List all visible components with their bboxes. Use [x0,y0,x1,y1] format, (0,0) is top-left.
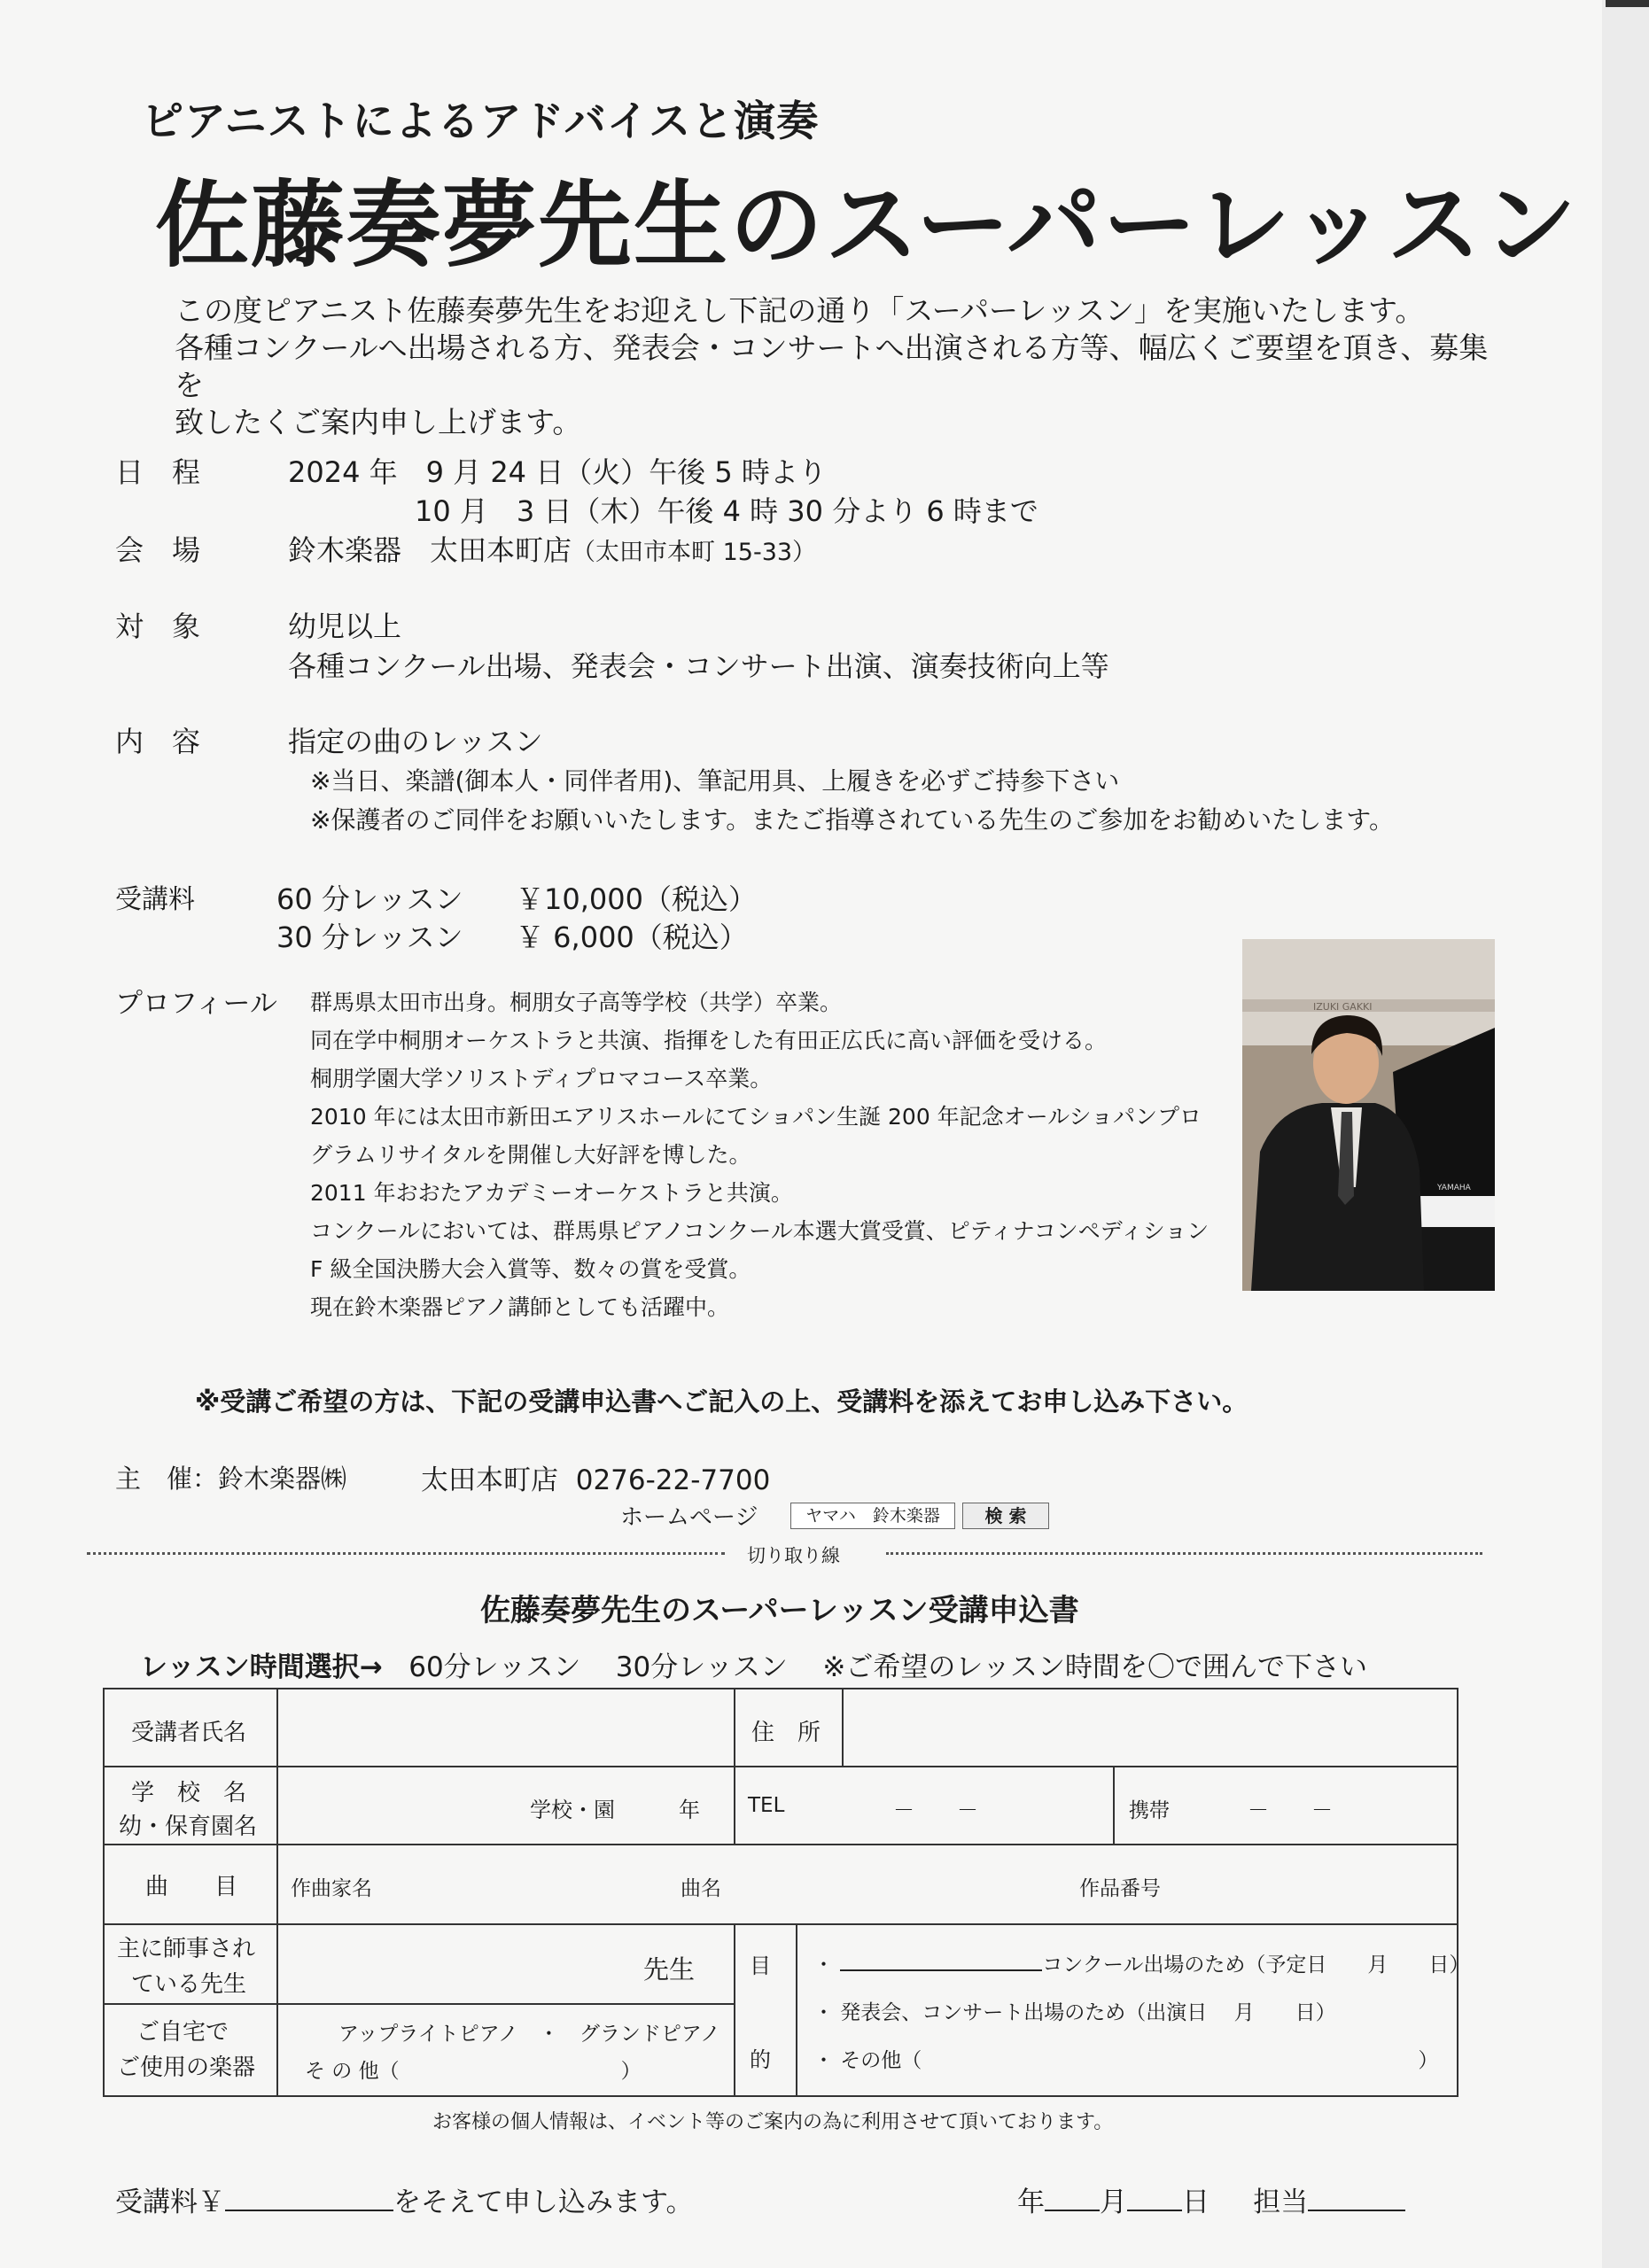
table-rule [1113,1767,1115,1845]
content-line-1: 指定の曲のレッスン [288,725,543,758]
tel-label: TEL [748,1794,785,1817]
instrument-label-1: ご自宅で [136,2019,229,2046]
name-label: 受講者氏名 [131,1720,247,1746]
table-rule [105,1923,1457,1925]
table-rule [734,1923,735,2095]
page-title: 佐藤奏夢先生のスーパーレッスン [155,171,1579,280]
schedule-line-2: 10 月 3 日（木）午後 4 時 30 分より 6 時まで [415,494,1038,528]
venue-address: （太田市本町 15-33） [572,539,817,566]
purpose-other-label: ・ その他（ [813,2049,922,2072]
year-label: 年 [1017,2186,1045,2218]
cut-line-left [87,1552,725,1555]
fee-label: 受講料 [115,884,195,915]
piece-name-field[interactable]: 曲名 [681,1877,721,1900]
table-rule [105,1766,1457,1767]
lesson-select-row [140,1644,1367,1684]
photo-wall-text: IZUKI GAKKI [1313,1001,1373,1013]
application-form-table [103,1688,1470,2097]
purpose-other[interactable] [813,2044,1438,2073]
profile-line: コンクールにおいては、群馬県ピアノコンクール本選大賞受賞、ピティナコンペディション [310,1218,1210,1244]
intro-text [175,292,1504,441]
day-blank[interactable] [1127,2210,1182,2211]
sponsor-label: 主 催：鈴木楽器㈱ [115,1464,347,1494]
intro-line: 各種コンクールへ出場される方、発表会・コンサートへ出演される方等、幅広くご要望を頂き、募集を [175,330,1489,402]
school-field[interactable]: 学校・園 年 [530,1798,700,1822]
instrument-other-label: そ の 他（ [305,2060,400,2083]
day-label: 日 [1182,2186,1210,2218]
purpose-label-2: 的 [750,2047,771,2072]
purpose-label-1: 目 [750,1953,771,1978]
fee-suffix: をそえて申し込みます。 [393,2186,694,2218]
tel-field[interactable]: － － [893,1798,978,1822]
purpose-contest[interactable]: ・ コンクール出場のため（予定日 月 日） [813,1953,1470,1977]
fee-price-30: ￥ 6,000（税込） [516,920,748,954]
opus-field[interactable]: 作品番号 [1079,1877,1161,1900]
subtitle: ピアニストによるアドバイスと演奏 [142,97,820,146]
table-rule [276,1689,278,2095]
schedule-line-1: 2024 年 9 月 24 日（火）午後 5 時より [288,455,827,489]
composer-field[interactable]: 作曲家名 [291,1877,372,1900]
teacher-label-1: 主に師事され [117,1936,256,1962]
profile-line: 同在学中桐朋オーケストラと共演、指揮をした有田正広氏に高い評価を受ける。 [310,1028,1108,1053]
search-button[interactable]: 検 索 [962,1503,1049,1529]
target-line-2: 各種コンクール出場、発表会・コンサート出演、演奏技術向上等 [288,649,1109,683]
instrument-other[interactable] [305,2054,642,2084]
staff-label: 担当 [1253,2186,1309,2218]
lesson-option-30[interactable]: 30分レッスン [615,1651,788,1683]
teacher-label-2: ている先生 [131,1971,247,1998]
form-title: 佐藤奏夢先生のスーパーレッスン受講申込書 [480,1593,1079,1628]
page-edge-shadow [1602,0,1649,2268]
page-edge-mark [1606,0,1649,7]
target-line-1: 幼児以上 [288,610,402,643]
mobile-field[interactable]: － － [1248,1798,1333,1822]
month-label: 月 [1100,2186,1127,2218]
table-rule [105,2003,735,2005]
profile-line: 2011 年おおたアカデミーオーケストラと共演。 [310,1180,793,1206]
schedule-label: 日 程 [115,455,201,489]
photo-piano-text: YAMAHA [1437,1184,1471,1192]
search-box[interactable]: ヤマハ 鈴木楽器 [790,1503,955,1529]
piece-label: 曲 目 [145,1874,238,1900]
mobile-label: 携帯 [1129,1799,1170,1822]
fee-submit-line [115,2179,694,2219]
date-staff-line [1017,2179,1405,2219]
table-rule [105,1844,1457,1845]
fee-prefix: 受講料￥ [115,2186,225,2218]
intro-line: この度ピアニスト佐藤奏夢先生をお迎えし下記の通り「スーパーレッスン」を実施いたします。 [175,293,1425,328]
school-label-2: 幼・保育園名 [119,1814,258,1840]
cut-line-right [886,1552,1482,1555]
sponsor-store: 太田本町店 [421,1464,558,1496]
table-rule [734,1689,735,1845]
purpose-recital[interactable]: ・ 発表会、コンサート出場のため（出演日 月 日） [813,2001,1336,2024]
address-field[interactable] [847,1693,1450,1764]
profile-line: グラムリサイタルを開催し大好評を博した。 [310,1142,751,1168]
content-label: 内 容 [115,725,201,758]
apply-note: ※受講ご希望の方は、下記の受講申込書へご記入の上、受講料を添えてお申し込み下さい。 [195,1386,1248,1417]
fee-price-60: ￥10,000（税込） [516,882,757,916]
teacher-field[interactable]: 先生 [643,1954,696,1984]
profile-line: 現在鈴木楽器ピアノ講師としても活躍中。 [310,1294,730,1320]
target-label: 対 象 [115,610,201,643]
address-label: 住 所 [751,1720,821,1746]
instrument-other-close: ） [620,2060,642,2083]
privacy-note: お客様の個人情報は、イベント等のご案内の為に利用させて頂いております。 [432,2111,1114,2133]
table-rule [796,1923,797,2095]
fee-name-30: 30 分レッスン [276,920,463,954]
staff-blank[interactable] [1308,2210,1405,2211]
name-field[interactable] [282,1693,730,1764]
content-note-2: ※保護者のご同伴をお願いいたします。またご指導されている先生のご参加をお勧めいたします。 [310,805,1394,835]
instrument-options[interactable]: アップライトピアノ ・ グランドピアノ [338,2023,721,2046]
venue-name: 鈴木楽器 太田本町店 [288,533,572,567]
profile-line: 群馬県太田市出身。桐朋女子高等学校（共学）卒業。 [310,990,843,1015]
lesson-option-60[interactable]: 60分レッスン [408,1651,581,1683]
fee-name-60: 60 分レッスン [276,882,463,916]
lesson-select-note: ※ご希望のレッスン時間を〇で囲んで下さい [822,1651,1368,1683]
pianist-photo [1242,939,1495,1291]
cut-line-label: 切り取り線 [747,1545,840,1566]
profile-label: プロフィール [115,988,277,1020]
venue-label: 会 場 [115,533,201,567]
purpose-other-close: ） [1418,2049,1439,2072]
venue-value [288,528,816,569]
profile-line: 桐朋学園大学ソリストディプロマコース卒業。 [310,1066,773,1091]
instrument-label-2: ご使用の楽器 [117,2054,256,2081]
contest-name-blank[interactable] [840,1969,1042,1971]
content-note-1: ※当日、楽譜(御本人・同伴者用)、筆記用具、上履きを必ずご持参下さい [310,766,1120,796]
month-blank[interactable] [1045,2210,1100,2211]
lesson-select-label: レッスン時間選択→ [140,1651,383,1683]
sponsor-contact [421,1457,770,1497]
school-label-1: 学 校 名 [131,1780,247,1806]
purpose-contest-text: コンクール出場のため（予定日 月 日） [1042,1953,1470,1977]
fee-amount-blank[interactable] [225,2210,393,2211]
profile-line: 2010 年には太田市新田エアリスホールにてショパン生誕 200 年記念オールショパンプロ [310,1104,1202,1130]
pianist-photo-illustration [1242,939,1495,1291]
intro-line: 致したくご案内申し上げます。 [175,405,582,439]
profile-line: F 級全国決勝大会入賞等、数々の賞を受賞。 [310,1256,751,1282]
homepage-label: ホームページ [620,1504,758,1531]
sponsor-phone: 0276-22-7700 [575,1464,771,1496]
table-rule [842,1689,844,1767]
